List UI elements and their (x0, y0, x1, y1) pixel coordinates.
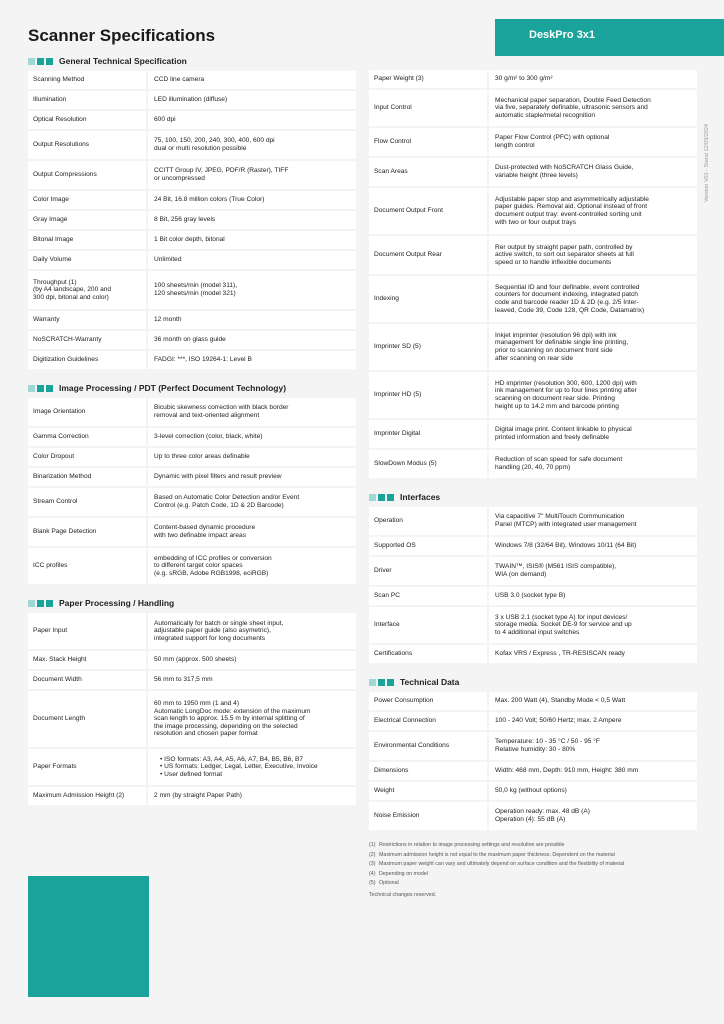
spec-label: Document Output Front (369, 188, 487, 234)
footnote-number: (5) (369, 880, 376, 887)
spec-value: 3-level correction (color, black, white) (148, 428, 356, 446)
footnote-text: Maximum paper weight can vary and ultimately depend on surface condition and the flexibility of material (379, 861, 625, 868)
spec-value: Max. 200 Watt (4), Standby Mode < 0,5 Watt (489, 692, 697, 710)
section-title: Paper Processing / Handling (59, 598, 175, 608)
spec-row (369, 188, 697, 234)
spec-label: Optical Resolution (28, 111, 146, 129)
spec-row (369, 420, 697, 448)
section-title: Image Processing / PDT (Perfect Document Technology) (59, 383, 287, 393)
footnote-text: Depending on model (379, 870, 428, 877)
spec-label: Bitonal Image (28, 231, 146, 249)
spec-label: Driver (369, 557, 487, 585)
spec-row (28, 131, 356, 159)
section-header (369, 490, 697, 504)
spec-value: LED illumination (diffuse) (148, 91, 356, 109)
footnote (369, 852, 697, 859)
product-banner (495, 19, 724, 56)
spec-row (28, 671, 356, 689)
spec-row (369, 450, 697, 478)
spec-label: Paper Input (28, 613, 146, 649)
section-marker-icon (369, 494, 394, 501)
spec-label: Max. Stack Height (28, 651, 146, 669)
spec-label: Imprinter Digital (369, 420, 487, 448)
spec-row (28, 468, 356, 486)
spec-label: Output Resolutions (28, 131, 146, 159)
spec-row (28, 448, 356, 466)
spec-row (28, 71, 356, 89)
spec-value: 50,0 kg (without options) (489, 782, 697, 800)
spec-label: Paper Weight (3) (369, 70, 487, 88)
footnote-text: Maximum admission height is not equal to the maximum paper thickness. Dependent on the material (379, 851, 615, 858)
spec-row (369, 372, 697, 418)
spec-list-item: • User defined format (160, 771, 350, 779)
section-title: General Technical Specification (59, 56, 187, 66)
spec-value (148, 749, 356, 785)
right-column (369, 70, 697, 899)
spec-row (28, 787, 356, 805)
spec-value: USB 3.0 (socket type B) (489, 587, 697, 605)
product-name: DeskPro 3x1 (529, 29, 596, 41)
spec-label: Interface (369, 607, 487, 643)
spec-label: Binarization Method (28, 468, 146, 486)
spec-value: TWAIN™, ISIS® (M561 ISIS compatible), WIA (on demand) (489, 557, 697, 585)
spec-value: Reduction of scan speed for safe document handling (20, 40, 70 ppm) (489, 450, 697, 478)
spec-value: 30 g/m² to 300 g/m² (489, 70, 697, 88)
spec-row (369, 607, 697, 643)
spec-value: CCITT Group IV, JPEG, PDF/R (Raster), TIFF or uncompressed (148, 161, 356, 189)
section-title: Technical Data (400, 677, 460, 687)
spec-row (369, 782, 697, 800)
spec-label: Digitization Guidelines (28, 351, 146, 369)
spec-label: Input Control (369, 90, 487, 126)
spec-label: Stream Control (28, 488, 146, 516)
left-column (28, 54, 356, 807)
spec-value: Sequential ID and four definable, event controlled counters for document indexing, integrated patch code and barcode reader 1D & 2D (e.g. 2/5 Inter- leaved, Code 39, Code 128, QR Code, Datamatrix) (489, 276, 697, 322)
technical-changes-note: Technical changes reserved. (369, 891, 437, 898)
spec-row (369, 507, 697, 535)
spec-label: Environmental Conditions (369, 732, 487, 760)
spec-row (369, 70, 697, 88)
spec-value: Mechanical paper separation, Double Feed Detection via five, separately definable, ultrasonic sensors and automatic staple/metal recognition (489, 90, 697, 126)
spec-label: Daily Volume (28, 251, 146, 269)
spec-value: Via capacitive 7" MultiTouch Communication Panel (MTCP) with integrated user management (489, 507, 697, 535)
spec-label: Indexing (369, 276, 487, 322)
spec-row (28, 91, 356, 109)
section-title: Interfaces (400, 492, 441, 502)
spec-value: 56 mm to 317,5 mm (148, 671, 356, 689)
spec-value: Unlimited (148, 251, 356, 269)
spec-label: Certifications (369, 645, 487, 663)
spec-row (28, 749, 356, 785)
spec-row (28, 691, 356, 747)
spec-label: Flow Control (369, 128, 487, 156)
decorative-teal-square (28, 876, 149, 997)
section-marker-icon (28, 385, 53, 392)
spec-value: 2 mm (by straight Paper Path) (148, 787, 356, 805)
spec-value: Dust-protected with NoSCRATCH Glass Guide, variable height (three levels) (489, 158, 697, 186)
spec-row (28, 428, 356, 446)
spec-row (28, 271, 356, 309)
footnote (369, 880, 697, 887)
spec-value: Based on Automatic Color Detection and/or Event Control (e.g. Patch Code, 1D & 2D Barcode) (148, 488, 356, 516)
spec-value: Adjustable paper stop and asymmetrically adjustable paper guides. Removal aid. Optional instead of front document output tray: event-controlled sorting unit with two or four output trays (489, 188, 697, 234)
spec-label: Document Output Rear (369, 236, 487, 274)
spec-label: ICC profiles (28, 548, 146, 584)
spec-row (369, 324, 697, 370)
spec-value: Windows 7/8 (32/64 Bit), Windows 10/11 (64 Bit) (489, 537, 697, 555)
spec-row (28, 651, 356, 669)
spec-value: Width: 468 mm, Depth: 910 mm, Height: 380 mm (489, 762, 697, 780)
spec-row (28, 518, 356, 546)
spec-value: CCD line camera (148, 71, 356, 89)
spec-value: 1 Bit color depth, bitonal (148, 231, 356, 249)
footnote-number: (1) (369, 842, 376, 848)
spec-label: Scan Areas (369, 158, 487, 186)
spec-label: Document Width (28, 671, 146, 689)
spec-value: 8 Bit, 256 gray levels (148, 211, 356, 229)
spec-label: Gamma Correction (28, 428, 146, 446)
spec-value: Dynamic with pixel filters and result preview (148, 468, 356, 486)
section-header (28, 381, 356, 395)
spec-value: 75, 100, 150, 200, 240, 300, 400, 600 dpi dual or multi resolution possible (148, 131, 356, 159)
spec-value: Content-based dynamic procedure with two definable impact areas (148, 518, 356, 546)
spec-row (28, 231, 356, 249)
spec-label: Operation (369, 507, 487, 535)
spec-row (369, 645, 697, 663)
spec-row (369, 276, 697, 322)
spec-value: Kofax VRS / Express , TR-RESISCAN ready (489, 645, 697, 663)
spec-value: Paper Flow Control (PFC) with optional length control (489, 128, 697, 156)
spec-row (28, 111, 356, 129)
spec-row (28, 161, 356, 189)
spec-label: Gray Image (28, 211, 146, 229)
spec-row (369, 692, 697, 710)
spec-value: Automatically for batch or single sheet input, adjustable paper guide (also asymetric), integrated support for long documents (148, 613, 356, 649)
spec-value: Inkjet imprinter (resolution 96 dpi) with ink management for definable single line printing, prior to scanning on document front side after scanning on rear side (489, 324, 697, 370)
spec-label: Scan PC (369, 587, 487, 605)
spec-value: Bicubic skewness correction with black border removal and text-oriented alignment (148, 398, 356, 426)
spec-label: NoSCRATCH-Warranty (28, 331, 146, 349)
spec-value: Operation ready: max. 48 dB (A) Operation (4): 55 dB (A) (489, 802, 697, 830)
spec-label: Scanning Method (28, 71, 146, 89)
spec-label: Imprinter SD (5) (369, 324, 487, 370)
version-label: Version V01 - Stand 12/03/2024 (704, 124, 710, 202)
spec-row (369, 158, 697, 186)
spec-label: Color Dropout (28, 448, 146, 466)
spec-value: 36 month on glass guide (148, 331, 356, 349)
footnote (369, 871, 697, 878)
section-header (28, 54, 356, 68)
spec-value: HD imprinter (resolution 300, 600, 1200 dpi) with ink management for up to four lines printing after scanning on document rear side. Printing height up to 14.2 mm and barcode printing (489, 372, 697, 418)
spec-label: Image Orientation (28, 398, 146, 426)
spec-label: Document Length (28, 691, 146, 747)
footnote (369, 861, 697, 868)
spec-row (28, 331, 356, 349)
spec-label: Dimensions (369, 762, 487, 780)
spec-row (28, 311, 356, 329)
section-marker-icon (369, 679, 394, 686)
section-marker-icon (28, 58, 53, 65)
spec-label: Throughput (1) (by A4 landscape, 200 and 300 dpi, bitonal and color) (28, 271, 146, 309)
spec-label: Supported OS (369, 537, 487, 555)
footnote-number: (2) (369, 851, 376, 858)
spec-row (28, 488, 356, 516)
footnotes (369, 842, 697, 899)
spec-row (369, 236, 697, 274)
footnote (369, 842, 697, 849)
spec-value: 24 Bit, 16.8 million colors (True Color) (148, 191, 356, 209)
spec-row (28, 398, 356, 426)
spec-value: Digital image print. Content linkable to physical printed information and freely definable (489, 420, 697, 448)
spec-row (28, 351, 356, 369)
page-title: Scanner Specifications (28, 26, 216, 45)
spec-row (28, 191, 356, 209)
spec-row (369, 732, 697, 760)
spec-value: Up to three color areas definable (148, 448, 356, 466)
spec-row (369, 762, 697, 780)
spec-row (369, 537, 697, 555)
spec-label: Power Consumption (369, 692, 487, 710)
spec-label: Imprinter HD (5) (369, 372, 487, 418)
spec-label: Illumination (28, 91, 146, 109)
spec-value: Rer output by straight paper path, controlled by active switch, to sort out separator sheets at full speed or to handle inflexible documents (489, 236, 697, 274)
spec-label: Electrical Connection (369, 712, 487, 730)
spec-row (28, 613, 356, 649)
section-marker-icon (28, 600, 53, 607)
spec-row (28, 548, 356, 584)
section-header (369, 675, 697, 689)
footnote-number: (4) (369, 870, 376, 877)
spec-label: Paper Formats (28, 749, 146, 785)
spec-label: Noise Emission (369, 802, 487, 830)
spec-row (28, 211, 356, 229)
spec-row (369, 712, 697, 730)
spec-row (369, 128, 697, 156)
spec-label: Blank Page Detection (28, 518, 146, 546)
spec-label: Weight (369, 782, 487, 800)
spec-label: Maximum Admission Height (2) (28, 787, 146, 805)
spec-value: 600 dpi (148, 111, 356, 129)
section-header (28, 596, 356, 610)
spec-row (369, 557, 697, 585)
spec-value: 100 - 240 Volt; 50/60 Hertz; max. 2 Ampere (489, 712, 697, 730)
spec-row (369, 90, 697, 126)
spec-row (28, 251, 356, 269)
spec-list-item: • ISO formats: A3, A4, A5, A6, A7, B4, B5, B6, B7 (160, 756, 350, 764)
spec-value: 60 mm to 1950 mm (1 and 4) Automatic LongDoc mode: extension of the maximum scan length to approx. 15.5 m by internal splitting of the image processing, depending on the selected resolution and chosen paper format (148, 691, 356, 747)
footnote-number: (3) (369, 861, 376, 868)
spec-value: 12 month (148, 311, 356, 329)
spec-value: 100 sheets/min (model 311), 120 sheets/min (model 321) (148, 271, 356, 309)
footnote-text: Restrictions in relation to image processing settings and resolution are possible (379, 842, 565, 848)
spec-row (369, 587, 697, 605)
spec-row (369, 802, 697, 830)
spec-list-item: • US formats: Ledger, Legal, Letter, Executive, Invoice (160, 763, 350, 771)
spec-label: Color Image (28, 191, 146, 209)
spec-label: Output Compressions (28, 161, 146, 189)
spec-value: embedding of ICC profiles or conversion to different target color spaces (e.g. sRGB, Adobe RGB1998, eciRGB) (148, 548, 356, 584)
spec-value: Temperature: 10 - 35 °C / 50 - 95 °F Relative humidity: 30 - 80% (489, 732, 697, 760)
spec-label: SlowDown Modus (5) (369, 450, 487, 478)
spec-value: FADGI: ***, ISO 19264-1: Level B (148, 351, 356, 369)
spec-value: 50 mm (approx. 500 sheets) (148, 651, 356, 669)
spec-value: 3 x USB 2.1 (socket type A) for input devices/ storage media. Socket DE-9 for service and up to 4 additional input switches (489, 607, 697, 643)
spec-label: Warranty (28, 311, 146, 329)
footnote-text: Optional (379, 880, 399, 887)
